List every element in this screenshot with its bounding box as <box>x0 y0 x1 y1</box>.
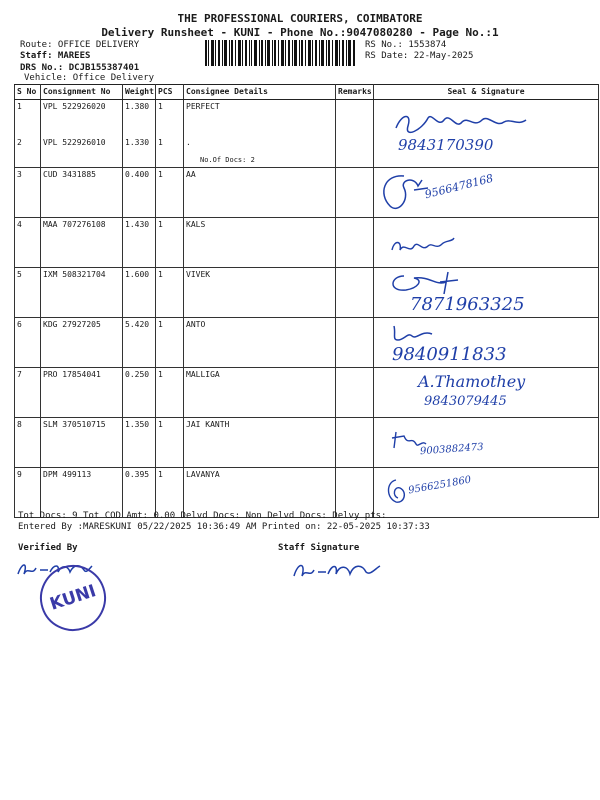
cell-pcs: 1 <box>156 268 184 318</box>
cell-remarks <box>336 136 374 168</box>
table-row <box>15 418 599 468</box>
col-consignee: Consignee Details <box>184 85 336 100</box>
cell-consignee: ANTO <box>184 318 336 368</box>
handwritten-phone: 9566251860 <box>407 474 473 497</box>
signature-scribble <box>388 322 438 344</box>
cell-weight: 1.600 <box>123 268 156 318</box>
col-weight: Weight <box>123 85 156 100</box>
cell-weight: 0.395 <box>123 468 156 518</box>
company-title: THE PROFESSIONAL COURIERS, COIMBATORE <box>177 12 423 25</box>
cell-sno: 7 <box>15 368 41 418</box>
cell-sno: 1 <box>15 100 41 136</box>
table-header-row <box>15 85 599 100</box>
cell-weight: 5.420 <box>123 318 156 368</box>
cell-remarks <box>336 368 374 418</box>
handwritten-phone: 7871963325 <box>410 294 525 315</box>
cell-remarks <box>336 418 374 468</box>
table-row <box>15 468 599 518</box>
staff-label: Staff: MAREES <box>20 51 91 61</box>
table-row <box>15 368 599 418</box>
cell-consignment: SLM 370510715 <box>41 418 123 468</box>
cell-pcs: 1 <box>156 318 184 368</box>
handwritten-phone: 9003882473 <box>419 441 484 458</box>
cell-pcs: 1 <box>156 136 184 168</box>
cell-consignment: VPL 522926020 <box>41 100 123 136</box>
table-row <box>15 268 599 318</box>
cell-sno: 2 <box>15 136 41 168</box>
runsheet-subtitle: Delivery Runsheet - KUNI - Phone No.:9047080280 - Page No.:1 <box>101 26 499 39</box>
cell-signature <box>374 318 599 368</box>
cell-signature <box>374 418 599 468</box>
cell-consignee: JAI KANTH <box>184 418 336 468</box>
cell-consignee: PERFECT <box>184 100 336 136</box>
cell-sno: 9 <box>15 468 41 518</box>
cell-signature <box>374 218 599 268</box>
table-row <box>15 100 599 136</box>
cell-signature <box>374 168 599 218</box>
cell-remarks <box>336 318 374 368</box>
runsheet-table <box>14 84 599 518</box>
cell-sno: 4 <box>15 218 41 268</box>
cell-weight: 1.430 <box>123 218 156 268</box>
cell-remarks <box>336 268 374 318</box>
cell-remarks <box>336 100 374 136</box>
cell-remarks <box>336 168 374 218</box>
handwritten-name: A.Thamothey <box>418 372 526 391</box>
handwritten-phone: 9840911833 <box>392 344 507 365</box>
route-label: Route: OFFICE DELIVERY <box>20 40 140 50</box>
entered-by-line: Entered By :MARESKUNI 05/22/2025 10:36:49 AM Printed on: 22-05-2025 10:37:33 <box>18 522 430 532</box>
cell-remarks <box>336 468 374 518</box>
cell-sno: 3 <box>15 168 41 218</box>
cell-weight: 1.330 <box>123 136 156 168</box>
cell-consignee: MALLIGA <box>184 368 336 418</box>
cell-pcs: 1 <box>156 468 184 518</box>
col-remarks: Remarks <box>336 85 374 100</box>
cell-consignment: DPM 499113 <box>41 468 123 518</box>
cell-consignment: KDG 27927205 <box>41 318 123 368</box>
table-row <box>15 168 599 218</box>
cell-consignee <box>184 136 336 168</box>
cell-pcs: 1 <box>156 168 184 218</box>
cell-consignment: IXM 508321704 <box>41 268 123 318</box>
cell-sno: 5 <box>15 268 41 318</box>
cell-sno: 8 <box>15 418 41 468</box>
table-row <box>15 218 599 268</box>
cell-consignment: CUD 3431885 <box>41 168 123 218</box>
rs-number: RS No.: 1553874 <box>365 40 447 50</box>
totals-line: Tot Docs: 9 Tot COD Amt: 0.00 Delvd Docs: Non Delvd Docs: Delvy pts: <box>18 511 387 521</box>
signature-scribble <box>392 108 532 138</box>
col-consignment: Consignment No <box>41 85 123 100</box>
cell-signature <box>374 368 599 418</box>
cell-weight: 1.350 <box>123 418 156 468</box>
cell-weight: 0.250 <box>123 368 156 418</box>
cell-signature <box>374 100 599 168</box>
staff-signature-label: Staff Signature <box>278 543 360 553</box>
vehicle-label: Vehicle: Office Delivery <box>24 73 155 83</box>
handwritten-phone: 9843170390 <box>398 136 494 154</box>
kuni-stamp: KUNI <box>31 556 114 639</box>
col-pcs: PCS <box>156 85 184 100</box>
cell-signature <box>374 468 599 518</box>
cell-consignment: VPL 522926010 <box>41 136 123 168</box>
cell-consignee: LAVANYA <box>184 468 336 518</box>
cell-pcs: 1 <box>156 418 184 468</box>
col-sno: S No <box>15 85 41 100</box>
cell-signature <box>374 268 599 318</box>
col-signature: Seal & Signature <box>374 85 599 100</box>
cell-consignee: KALS <box>184 218 336 268</box>
verified-by-label: Verified By <box>18 543 78 553</box>
cell-sno: 6 <box>15 318 41 368</box>
consignee-name: . <box>186 137 191 147</box>
barcode-image <box>205 40 355 66</box>
rs-date: RS Date: 22-May-2025 <box>365 51 474 61</box>
cell-weight: 0.400 <box>123 168 156 218</box>
signature-scribble <box>388 232 458 258</box>
signature-scribble <box>384 270 464 296</box>
cell-pcs: 1 <box>156 100 184 136</box>
cell-pcs: 1 <box>156 218 184 268</box>
staff-signature <box>290 556 382 582</box>
cell-weight: 1.380 <box>123 100 156 136</box>
cell-consignment: MAA 707276108 <box>41 218 123 268</box>
table-row <box>15 318 599 368</box>
docs-count: No.Of Docs: 2 <box>200 155 255 164</box>
handwritten-phone: 9566478168 <box>423 171 495 202</box>
drs-label: DRS No.: DCJB155387401 <box>20 63 140 73</box>
cell-consignee: AA <box>184 168 336 218</box>
handwritten-phone: 9843079445 <box>424 394 507 409</box>
cell-pcs: 1 <box>156 368 184 418</box>
cell-remarks <box>336 218 374 268</box>
cell-consignee: VIVEK <box>184 268 336 318</box>
cell-consignment: PRO 17854041 <box>41 368 123 418</box>
